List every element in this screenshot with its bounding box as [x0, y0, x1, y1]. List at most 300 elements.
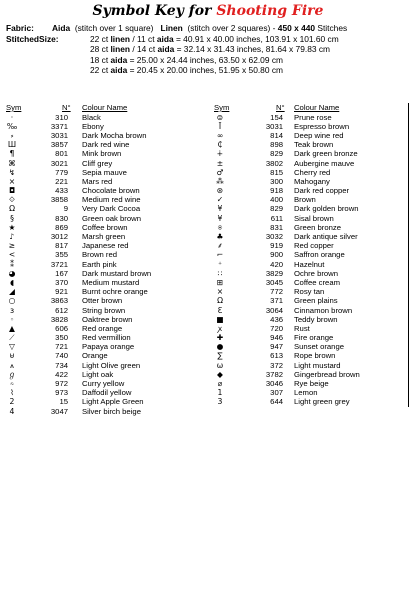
thread-number: 612: [55, 305, 68, 315]
colour-name: Aubergine mauve: [294, 158, 355, 168]
thread-number: 350: [55, 333, 68, 343]
size-line-post: = 20.45 x 20.00 inches, 51.95 x 50.80 cm: [127, 65, 283, 76]
symbol: ⌀: [217, 379, 223, 389]
size-line-b1: linen: [110, 44, 131, 55]
key-row: [4, 269, 210, 278]
size-line-b1: aida: [110, 54, 128, 65]
symbol: Ɛ: [217, 305, 223, 315]
thread-number: 3828: [50, 314, 68, 324]
symbol: ★: [8, 222, 16, 232]
thread-number: 3802: [265, 158, 283, 168]
size-line: [90, 65, 283, 76]
thread-number: 919: [270, 241, 283, 251]
symbol: Ω: [217, 296, 223, 306]
stitched-size-label: StitchedSize:: [6, 33, 59, 44]
thread-number: 3782: [265, 369, 283, 379]
size-line-pre: 22 ct: [90, 65, 111, 76]
colour-name: Very Dark Cocoa: [82, 204, 141, 214]
colour-name: Red vermillion: [82, 333, 131, 343]
colour-name: Marsh green: [82, 232, 126, 242]
thread-number: 644: [270, 397, 283, 407]
colour-name: Red copper: [294, 241, 334, 251]
symbol: Ω: [9, 204, 15, 214]
key-row: [4, 186, 210, 195]
thread-number: 829: [270, 149, 283, 159]
colour-name: Rope brown: [294, 351, 336, 361]
key-row: [4, 351, 210, 360]
symbol: ♂: [216, 167, 224, 177]
colour-name: Rye beige: [294, 379, 329, 389]
key-row: [4, 131, 210, 140]
key-row: [212, 388, 408, 397]
key-row: [4, 122, 210, 131]
symbol: ♪: [9, 232, 15, 242]
header-number: N°: [276, 103, 285, 112]
colour-name: Mars red: [82, 176, 113, 186]
symbol: ×: [8, 176, 16, 186]
size-line-pre: 28 ct: [90, 44, 111, 55]
fabric-specs: [6, 23, 412, 76]
size-line-post: = 25.00 x 24.44 inches, 63.50 x 62.09 cm: [127, 54, 283, 65]
colour-name: Earth pink: [82, 259, 117, 269]
symbol: ⊎: [9, 351, 15, 361]
colour-name: Green plains: [294, 296, 338, 306]
key-row: [4, 296, 210, 305]
thread-number: 898: [270, 140, 283, 150]
thread-number: 3032: [265, 232, 283, 242]
colour-name: Sisal brown: [294, 213, 334, 223]
thread-number: 355: [55, 250, 68, 260]
symbol: ⌐: [216, 250, 224, 260]
key-row: [212, 287, 408, 296]
symbol: ○: [8, 296, 16, 306]
thread-number: 720: [270, 323, 283, 333]
key-row: [4, 140, 210, 149]
key-row: [4, 232, 210, 241]
symbol: ◕: [8, 268, 16, 278]
key-rows-left: [4, 113, 210, 416]
header-sym: Sym: [6, 103, 22, 112]
colour-name: Curry yellow: [82, 379, 125, 389]
thread-number: 830: [55, 213, 68, 223]
key-row: [212, 315, 408, 324]
key-row: [212, 278, 408, 287]
key-row: [4, 287, 210, 296]
thread-number: 3031: [265, 121, 283, 131]
thread-number: 900: [270, 250, 283, 260]
colour-name: Hazelnut: [294, 259, 325, 269]
colour-name: Light Apple Green: [82, 397, 144, 407]
thread-number: 3863: [50, 296, 68, 306]
symbol-key: [4, 103, 409, 416]
key-row: [212, 122, 408, 131]
symbol: Ш: [7, 140, 17, 150]
colour-name: Ochre brown: [294, 268, 339, 278]
thread-number: 3046: [265, 379, 283, 389]
key-rows-right: [212, 113, 408, 407]
symbol: ⟐: [8, 195, 16, 205]
colour-name: Light Olive green: [82, 360, 141, 370]
key-row: [4, 177, 210, 186]
page-title: [0, 3, 416, 19]
symbol: ⊛: [216, 186, 224, 196]
key-row: [212, 361, 408, 370]
symbol: ±: [216, 158, 224, 168]
symbol: ⍟: [217, 222, 223, 232]
key-row: [4, 204, 210, 213]
symbol: ♣: [216, 232, 224, 242]
colour-name: Chocolate brown: [82, 186, 140, 196]
thread-number: 3858: [50, 195, 68, 205]
key-row: [212, 379, 408, 388]
symbol: ₵: [217, 140, 223, 150]
symbol: ◢: [9, 287, 15, 297]
size-row: [6, 44, 412, 55]
key-row: [4, 168, 210, 177]
thread-number: 613: [270, 351, 283, 361]
key-row: [212, 177, 408, 186]
colour-name: Espresso brown: [294, 121, 350, 131]
thread-number: 300: [270, 176, 283, 186]
colour-name: Prune rose: [294, 112, 332, 122]
colour-name: Medium mustard: [82, 277, 140, 287]
colour-name: Papaya orange: [82, 342, 135, 352]
thread-number: 371: [270, 296, 283, 306]
key-row: [4, 370, 210, 379]
key-row: [212, 186, 408, 195]
colour-name: Lemon: [294, 388, 318, 398]
symbol: ▽: [9, 342, 15, 352]
symbol: ∔: [216, 149, 224, 159]
colour-name: Sunset orange: [294, 342, 345, 352]
symbol: 1: [217, 388, 223, 398]
fabric-details: Aida (stitch over 1 square) Linen (stitch over 2 squares) - 450 x 440 Stitches: [52, 23, 348, 33]
key-row: [212, 260, 408, 269]
thread-number: 3371: [50, 121, 68, 131]
size-line-b1: linen: [110, 33, 131, 44]
colour-name: Cinnamon brown: [294, 305, 353, 315]
key-row: [212, 113, 408, 122]
colour-name: Mahogany: [294, 176, 330, 186]
stitched-size-row: [6, 34, 412, 45]
key-row: [212, 204, 408, 213]
thread-number: 307: [270, 388, 283, 398]
thread-number: 772: [270, 287, 283, 297]
key-row: [4, 407, 210, 416]
key-row: [212, 269, 408, 278]
thread-number: 3021: [50, 158, 68, 168]
key-row: [212, 296, 408, 305]
thread-number: 3721: [50, 259, 68, 269]
key-row: [4, 361, 210, 370]
symbol: ¥: [217, 204, 223, 214]
thread-number: 400: [270, 195, 283, 205]
size-line-mid: / 14 ct: [130, 44, 158, 55]
symbol: ◖: [9, 277, 15, 287]
symbol: ɜ: [9, 305, 15, 315]
thread-number: 433: [55, 186, 68, 196]
colour-name: Dark golden brown: [294, 204, 359, 214]
colour-name: Teak brown: [294, 140, 334, 150]
thread-number: 831: [270, 222, 283, 232]
title-accent: Shooting Fire: [216, 3, 324, 19]
key-row: [4, 241, 210, 250]
key-row: [4, 397, 210, 406]
key-column-left: [4, 103, 210, 416]
symbol: ≥: [8, 241, 16, 251]
key-row: [212, 140, 408, 149]
colour-name: Dark Mocha brown: [82, 130, 147, 140]
size-line-b1: aida: [110, 65, 128, 76]
colour-name: Green oak brown: [82, 213, 141, 223]
colour-name: Fire orange: [294, 333, 334, 343]
key-row: [4, 260, 210, 269]
thread-number: 15: [59, 397, 68, 407]
colour-name: Burnt ochre orange: [82, 287, 148, 297]
thread-number: 3857: [50, 140, 68, 150]
key-row: [212, 159, 408, 168]
size-line: [90, 55, 283, 66]
thread-number: 817: [55, 241, 68, 251]
key-row: [4, 333, 210, 342]
colour-name: Rosy tan: [294, 287, 325, 297]
size-line-b2: aida: [156, 33, 174, 44]
thread-number: 3045: [265, 277, 283, 287]
symbol: ✓: [216, 195, 224, 205]
thread-number: 815: [270, 167, 283, 177]
symbol: ⁂: [216, 176, 224, 186]
colour-name: Saffron orange: [294, 250, 345, 260]
symbol: ¶: [9, 149, 15, 159]
key-row: [212, 370, 408, 379]
colour-name: Ebony: [82, 121, 104, 131]
size-line-post: = 40.91 x 40.00 inches, 103.91 x 101.60 cm: [173, 33, 339, 44]
key-row: [4, 195, 210, 204]
symbol: <: [8, 250, 16, 260]
colour-name: Coffee brown: [82, 222, 128, 232]
thread-number: 740: [55, 351, 68, 361]
symbol: 3: [217, 397, 223, 407]
thread-number: 420: [270, 259, 283, 269]
colour-name: Otter brown: [82, 296, 123, 306]
colour-name: Orange: [82, 351, 108, 361]
thread-number: 921: [55, 287, 68, 297]
symbol: ⌇: [10, 388, 14, 398]
thread-number: 372: [270, 360, 283, 370]
fabric-stitches-suffix: Stitches: [317, 23, 348, 33]
thread-number: 3012: [50, 232, 68, 242]
colour-name: Brown: [294, 195, 316, 205]
key-row: [4, 214, 210, 223]
thread-number: 869: [55, 222, 68, 232]
thread-number: 422: [55, 369, 68, 379]
symbol: 4: [9, 406, 15, 416]
symbol: ∑: [217, 351, 223, 361]
colour-name: Rust: [294, 323, 310, 333]
symbol: §: [10, 213, 14, 223]
key-row: [212, 306, 408, 315]
colour-name: Medium red wine: [82, 195, 141, 205]
thread-number: 734: [55, 360, 68, 370]
header-colour-name: Colour Name: [82, 103, 128, 112]
symbol: ×: [216, 287, 224, 297]
thread-number: 606: [55, 323, 68, 333]
symbol: 2: [9, 397, 15, 407]
thread-number: 972: [55, 379, 68, 389]
symbol: ⁺: [217, 259, 223, 269]
fabric-linen-note: (stitch over 2 squares): [187, 23, 271, 33]
key-row: [212, 351, 408, 360]
symbol: ■: [216, 314, 224, 324]
size-line: [90, 44, 330, 55]
colour-name: Deep wine red: [294, 130, 344, 140]
colour-name: Dark antique silver: [294, 232, 358, 242]
colour-name: String brown: [82, 305, 126, 315]
fabric-aida-note: (stitch over 1 square): [74, 23, 154, 33]
colour-name: Cherry red: [294, 167, 331, 177]
thread-number: 779: [55, 167, 68, 177]
key-row: [212, 131, 408, 140]
colour-name: Mink brown: [82, 149, 122, 159]
symbol: ·: [10, 112, 14, 122]
colour-name: Dark mustard brown: [82, 268, 152, 278]
colour-name: Japanese red: [82, 241, 129, 251]
symbol: ¥: [217, 213, 223, 223]
thread-number: 370: [55, 277, 68, 287]
key-row: [4, 388, 210, 397]
symbol: ω: [216, 360, 224, 370]
thread-number: 946: [270, 333, 283, 343]
symbol: ◦: [9, 314, 15, 324]
colour-name: Green bronze: [294, 222, 342, 232]
colour-name: Oaktree brown: [82, 314, 133, 324]
key-row: [4, 113, 210, 122]
key-row: [4, 159, 210, 168]
symbol: ⸗: [10, 130, 14, 140]
symbol: ↯: [8, 167, 16, 177]
symbol: ⊞: [216, 277, 224, 287]
key-row: [212, 250, 408, 259]
symbol: ⊜: [216, 112, 224, 122]
thread-number: 221: [55, 176, 68, 186]
thread-number: 801: [55, 149, 68, 159]
thread-number: 3047: [50, 406, 68, 416]
column-header: [4, 103, 210, 113]
size-line-pre: 22 ct: [90, 33, 111, 44]
header-colour-name: Colour Name: [294, 103, 340, 112]
key-row: [4, 379, 210, 388]
key-row: [212, 223, 408, 232]
colour-name: Black: [82, 112, 101, 122]
colour-name: Coffee cream: [294, 277, 341, 287]
colour-name: Silver birch beige: [82, 406, 141, 416]
thread-number: 947: [270, 342, 283, 352]
colour-name: Brown red: [82, 250, 118, 260]
key-row: [212, 214, 408, 223]
fabric-stitches: 450 x 440: [277, 23, 316, 33]
thread-number: 3829: [265, 268, 283, 278]
thread-number: 3064: [265, 305, 283, 315]
symbol: ✚: [216, 333, 224, 343]
thread-number: 9: [63, 204, 68, 214]
thread-number: 154: [270, 112, 283, 122]
fabric-linen: Linen: [160, 23, 183, 33]
symbol: ◘: [8, 186, 16, 196]
key-row: [4, 278, 210, 287]
key-column-right: [212, 103, 409, 407]
header-sym: Sym: [214, 103, 230, 112]
symbol: ∞: [216, 130, 224, 140]
key-row: [212, 195, 408, 204]
symbol: ◆: [217, 369, 223, 379]
colour-name: Dark green bronze: [294, 149, 358, 159]
symbol: ▲: [9, 323, 15, 333]
thread-number: 167: [55, 268, 68, 278]
key-row: [4, 315, 210, 324]
key-row: [4, 223, 210, 232]
fabric-row: [6, 23, 412, 34]
thread-number: 611: [270, 213, 283, 223]
size-line: [90, 34, 339, 45]
size-line-pre: 18 ct: [90, 54, 111, 65]
size-row: [6, 55, 412, 66]
key-row: [212, 168, 408, 177]
column-header: [212, 103, 408, 113]
colour-name: Gingerbread brown: [294, 369, 360, 379]
thread-number: 436: [270, 314, 283, 324]
colour-name: Light oak: [82, 369, 114, 379]
symbol: ꭗ: [217, 323, 223, 333]
key-row: [4, 342, 210, 351]
colour-name: Sepia mauve: [82, 167, 127, 177]
key-row: [212, 232, 408, 241]
key-row: [4, 324, 210, 333]
colour-name: Light mustard: [294, 360, 341, 370]
symbol: ⍨: [9, 379, 15, 389]
key-row: [4, 306, 210, 315]
size-line-mid: / 11 ct: [130, 33, 157, 44]
fabric-aida: Aida: [52, 23, 71, 33]
symbol: ⟋: [9, 333, 15, 343]
key-row: [212, 149, 408, 158]
symbol: ⸙: [217, 241, 223, 251]
symbol: ℊ: [8, 369, 16, 379]
header-number: N°: [62, 103, 71, 112]
fabric-label: Fabric:: [6, 23, 34, 33]
title-main: Symbol Key for: [92, 3, 217, 19]
colour-name: Dark red wine: [82, 140, 130, 150]
colour-name: Daffodil yellow: [82, 388, 132, 398]
key-row: [212, 397, 408, 406]
key-row: [212, 324, 408, 333]
symbol: ●: [216, 342, 224, 352]
colour-name: Red orange: [82, 323, 123, 333]
colour-name: Teddy brown: [294, 314, 338, 324]
size-row: [6, 65, 412, 76]
symbol: Ī: [218, 121, 222, 131]
thread-number: 310: [55, 112, 68, 122]
symbol: ∷: [217, 268, 223, 278]
thread-number: 721: [55, 342, 68, 352]
thread-number: 918: [270, 186, 283, 196]
colour-name: Dark red copper: [294, 186, 350, 196]
symbol: ⩚: [9, 360, 15, 370]
thread-number: 814: [270, 130, 283, 140]
size-line-post: = 32.14 x 31.43 inches, 81.64 x 79.83 cm: [174, 44, 331, 55]
size-line-b2: aida: [157, 44, 175, 55]
thread-number: 829: [270, 204, 283, 214]
thread-number: 973: [55, 388, 68, 398]
